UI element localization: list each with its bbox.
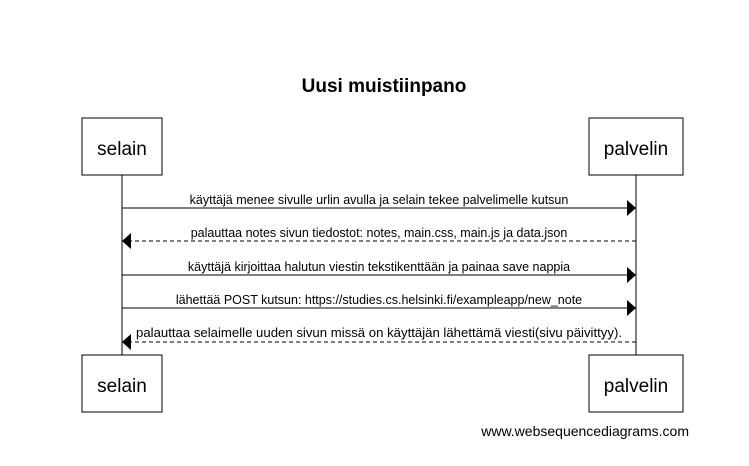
message-4 [122,293,636,316]
message-2 [122,226,636,249]
arrowhead-icon [627,267,636,283]
message-label: palauttaa selaimelle uuden sivun missä on käyttäjän lähettämä viesti(sivu päivittyy). [136,326,622,340]
watermark-link[interactable]: www.websequencediagrams.com [481,423,689,439]
message-5 [122,326,636,350]
arrowhead-icon [122,334,131,350]
arrowhead-icon [627,300,636,316]
arrowhead-icon [627,200,636,216]
participant-label: selain [97,139,147,160]
participant-selain-top [82,118,162,175]
message-3 [122,260,636,283]
participant-label: palvelin [603,376,669,397]
message-label: käyttäjä kirjoittaa halutun viestin tekstikenttään ja painaa save nappia [187,260,571,274]
participant-palvelin-top [589,118,683,175]
participant-selain-bottom [82,355,162,412]
participant-label: palvelin [603,139,669,160]
message-1 [122,193,636,216]
participant-palvelin-bottom [589,355,683,412]
diagram-title: Uusi muistiinpano [301,76,467,97]
participant-label: selain [97,376,147,397]
message-label: palauttaa notes sivun tiedostot: notes, main.css, main.js ja data.json [190,226,568,240]
arrowhead-icon [122,233,131,249]
message-label: lähettää POST kutsun: https://studies.cs.helsinki.fi/exampleapp/new_note [175,293,583,307]
message-label: käyttäjä menee sivulle urlin avulla ja selain tekee palvelimelle kutsun [189,193,569,207]
